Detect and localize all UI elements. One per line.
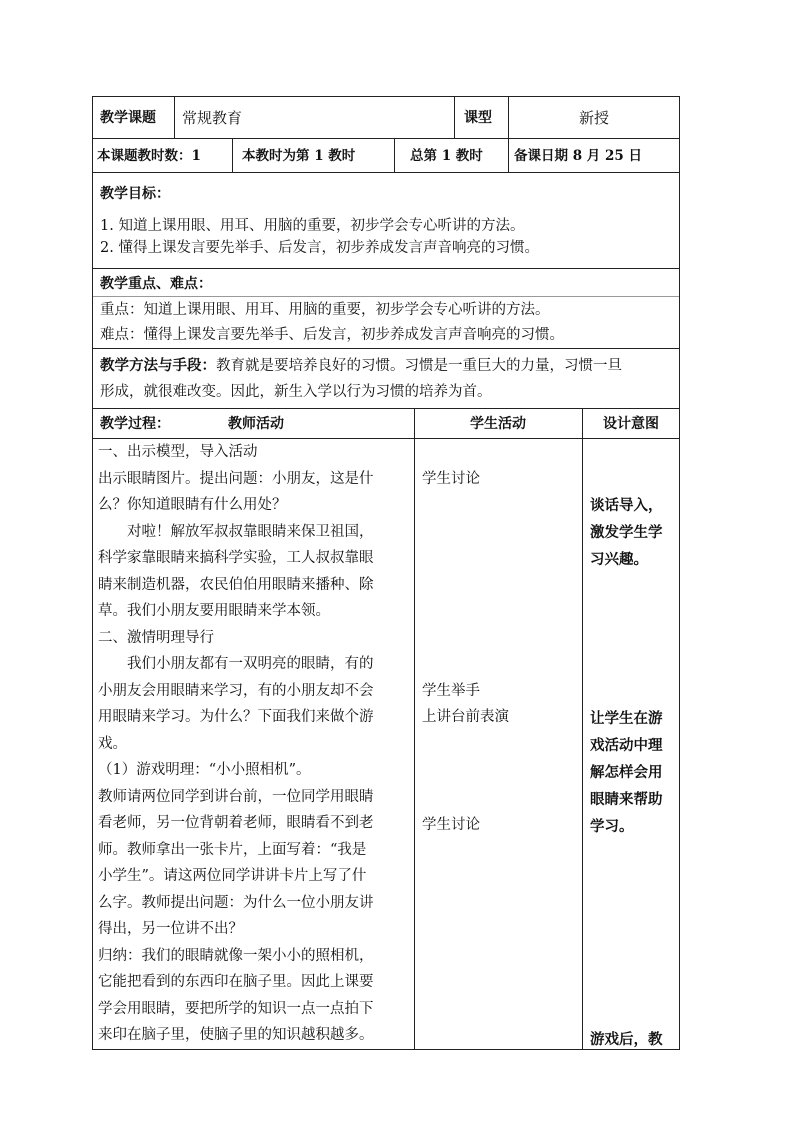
col-design-header: 设计意图 [603,416,659,432]
teacher-line: 教师请两位同学到讲台前，一位同学用眼睛 [98,788,374,805]
type-value: 新授 [578,109,609,127]
design-line: 学习。 [590,818,634,835]
col-teacher-header: 教师活动 [228,416,284,432]
objective-item: 1. 知道上课用眼、用耳、用脑的重要，初步学会专心听讲的方法。 [100,218,525,234]
design-line: 解怎样会用 [590,764,663,781]
student-activity: 学生讨论 [422,817,480,833]
methods-label: 教学方法与手段： [100,357,216,374]
design-line: 戏活动中理 [590,737,663,754]
design-intent-1 [590,492,663,573]
teacher-line: 师。教师拿出一张卡片，上面写着：“我是 [98,841,367,858]
subject-value: 常规教育 [182,109,243,127]
teacher-line: 小学生”。请这两位同学讲讲卡片上写了什 [98,868,367,884]
methods-line-1 [100,356,622,376]
type-label: 课型 [464,110,492,126]
subject-label: 教学课题 [100,110,156,126]
current-period: 本教时为第 1 教时 [242,148,356,164]
teacher-line: 归纳：我们的眼睛就像一架小小的照相机， [98,947,374,964]
objective-item: 2. 懂得上课发言要先举手、后发言，初步养成发言声音响亮的习惯。 [100,240,539,256]
teacher-line: 看老师，另一位背朝着老师，眼睛看不到老 [98,815,374,831]
teacher-line: 我们小朋友都有一双明亮的眼睛，有的 [98,656,374,672]
col-student-header: 学生活动 [470,416,526,432]
teacher-line: 草。我们小朋友要用眼睛来学本领。 [98,603,330,619]
teacher-line: 它能把看到的东西印在脑子里。因此上课要 [98,974,374,990]
lesson-plan-table [92,96,680,1050]
teacher-line: 么字。教师提出问题：为什么一位小朋友讲 [98,894,374,911]
teacher-line: 学会用眼睛，要把所学的知识一点一点拍下 [98,1000,374,1017]
design-line: 习兴趣。 [590,551,648,568]
design-line: 让学生在游 [590,710,663,727]
total-periods: 本课题教时数：1 [97,148,201,164]
design-intent-2 [590,705,663,840]
teacher-line: 二、激情明理导行 [98,629,214,646]
student-activity: 学生举手 [422,683,480,699]
teacher-line: 出示眼睛图片。提出问题：小朋友，这是什 [98,470,374,487]
methods-line-2: 形成，就很难改变。因此，新生入学以行为习惯的培养为首。 [100,384,492,400]
process-label: 教学过程： [100,416,170,432]
prep-date: 备课日期 8 月 25 日 [514,148,642,164]
design-line: 眼睛来帮助 [590,791,663,808]
teacher-line: 小朋友会用眼睛来学习，有的小朋友却不会 [98,682,374,699]
key-points-title: 教学重点、难点： [100,276,212,292]
teacher-line: 戏。 [98,735,127,752]
teacher-line: 科学家靠眼睛来搞科学实验，工人叔叔靠眼 [98,550,374,566]
teacher-line: 睛来制造机器，农民伯伯用眼睛来播种、除 [98,576,374,593]
design-line: 谈话导入， [590,497,663,514]
teacher-line: 一、出示模型，导入活动 [98,444,258,460]
teacher-line: 么？你知道眼睛有什么用处？ [98,497,287,513]
methods-text-1: 教育就是要培养良好的习惯。习惯是一重巨大的力量，习惯一旦 [216,358,622,374]
student-activity: 学生讨论 [422,471,480,487]
teacher-line: 用眼睛来学习。为什么？下面我们来做个游 [98,709,374,725]
design-line: 激发学生学 [590,524,663,541]
focus-text: 重点：知道上课用眼、用耳、用脑的重要，初步学会专心听讲的方法。 [100,302,550,318]
teacher-line: 得出，另一位讲不出？ [98,921,243,937]
teacher-line: 来印在脑子里，使脑子里的知识越积越多。 [98,1027,374,1043]
teacher-line: 对啦！解放军叔叔靠眼睛来保卫祖国， [98,523,374,540]
student-activity: 上讲台前表演 [422,709,509,725]
objectives-title: 教学目标： [100,186,170,202]
difficulty-text: 难点：懂得上课发言要先举手、后发言，初步养成发言声音响亮的习惯。 [100,327,564,343]
teacher-line: （1）游戏明理：“小小照相机”。 [98,762,311,778]
design-intent-3: 游戏后，教 [590,1031,663,1048]
overall-period: 总第 1 教时 [410,148,483,164]
